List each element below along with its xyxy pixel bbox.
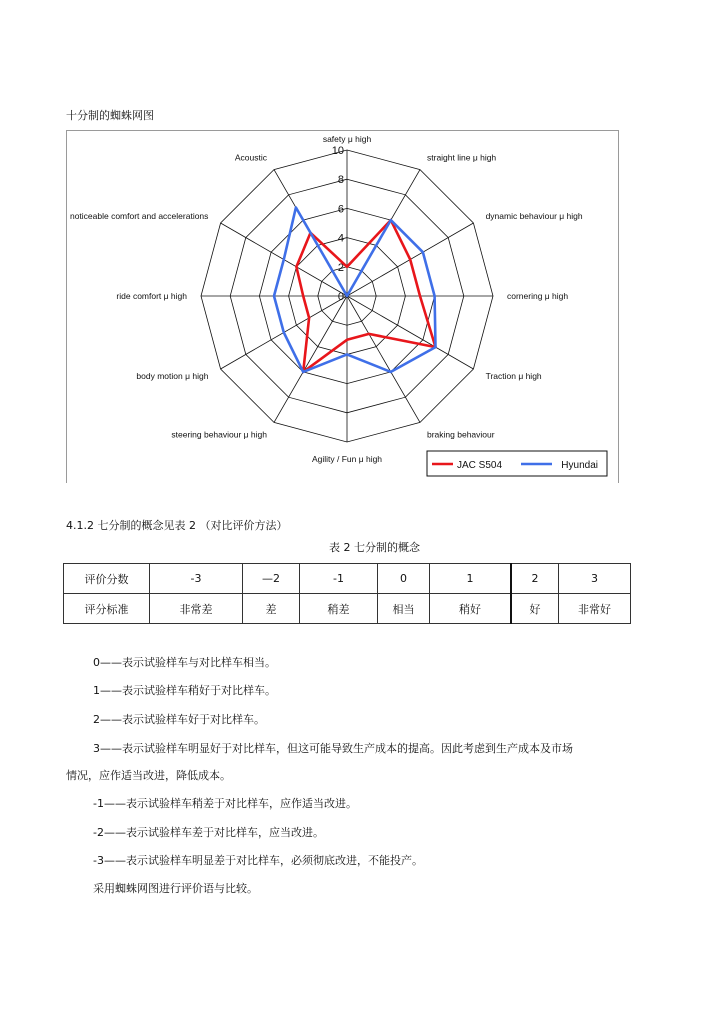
- table-cell: -3: [150, 564, 243, 594]
- table-cell: 好: [511, 594, 559, 624]
- axis-label: cornering μ high: [507, 291, 569, 301]
- axis-label: body motion μ high: [136, 371, 209, 381]
- table-row: [64, 594, 631, 624]
- axis-label: Traction μ high: [485, 371, 542, 381]
- axis-label: ride comfort μ high: [116, 291, 187, 301]
- legend-label: Hyundai: [561, 460, 598, 471]
- table-cell: 评价分数: [64, 564, 150, 594]
- legend-label: JAC S504: [457, 460, 503, 471]
- axis-label: Agility / Fun μ high: [311, 454, 383, 464]
- table-cell: -1: [300, 564, 378, 594]
- table-cell: 稍差: [300, 594, 378, 624]
- axis-label: safety μ high: [322, 134, 372, 144]
- paragraph: 0——表示试验样车与对比样车相当。: [93, 656, 276, 669]
- paragraph: -2——表示试验样车差于对比样车，应当改进。: [93, 826, 324, 839]
- axis-label: dynamic behaviour μ high: [485, 211, 583, 221]
- paragraph: -1——表示试验样车稍差于对比样车，应作适当改进。: [93, 797, 357, 810]
- table-caption: 表 2 七分制的概念: [329, 541, 420, 554]
- table-cell: 差: [243, 594, 300, 624]
- axis-label: steering behaviour μ high: [171, 429, 267, 440]
- table-cell: 稍好: [430, 594, 512, 624]
- axis-label: braking behaviour: [427, 429, 495, 440]
- scale-tick-label: 4: [337, 232, 344, 245]
- paragraph: 2——表示试验样车好于对比样车。: [93, 713, 265, 726]
- chart-heading: 十分制的蜘蛛网图: [66, 109, 154, 122]
- table-cell: 非常差: [150, 594, 243, 624]
- table-cell: 3: [559, 564, 631, 594]
- paragraph: 1——表示试验样车稍好于对比样车。: [93, 684, 276, 697]
- axis-label: Acoustic: [234, 152, 267, 163]
- table-cell: 评分标准: [64, 594, 150, 624]
- scale-tick-label: 6: [337, 203, 344, 216]
- paragraph: 采用蜘蛛网图进行评价语与比较。: [93, 882, 258, 895]
- section-title: 4.1.2 七分制的概念见表 2 （对比评价方法）: [66, 519, 288, 532]
- axis-spoke: [347, 296, 473, 369]
- table-cell: —2: [243, 564, 300, 594]
- table-cell: 0: [378, 564, 430, 594]
- paragraph: 情况，应作适当改进，降低成本。: [66, 769, 231, 782]
- paragraph: -3——表示试验样车明显差于对比样车，必须彻底改进，不能投产。: [93, 854, 423, 867]
- scale-tick-label: 10: [331, 145, 344, 157]
- radar-chart: [66, 130, 617, 482]
- scale-tick-label: 8: [337, 174, 344, 187]
- axis-label: straight line μ high: [427, 152, 497, 163]
- table-cell: 1: [430, 564, 512, 594]
- table-cell: 非常好: [559, 594, 631, 624]
- series-line: [274, 208, 436, 372]
- table-row: [64, 564, 631, 594]
- table-cell: 2: [511, 564, 559, 594]
- table-cell: 相当: [378, 594, 430, 624]
- axis-label: noticeable comfort and accelerations: [69, 211, 209, 221]
- scale-tick-label: 2: [337, 261, 344, 274]
- paragraph: 3——表示试验样车明显好于对比样车，但这可能导致生产成本的提高。因此考虑到生产成本及市场: [93, 742, 573, 755]
- scale-tick-label: 0: [337, 291, 344, 303]
- evaluation-table: [63, 563, 631, 624]
